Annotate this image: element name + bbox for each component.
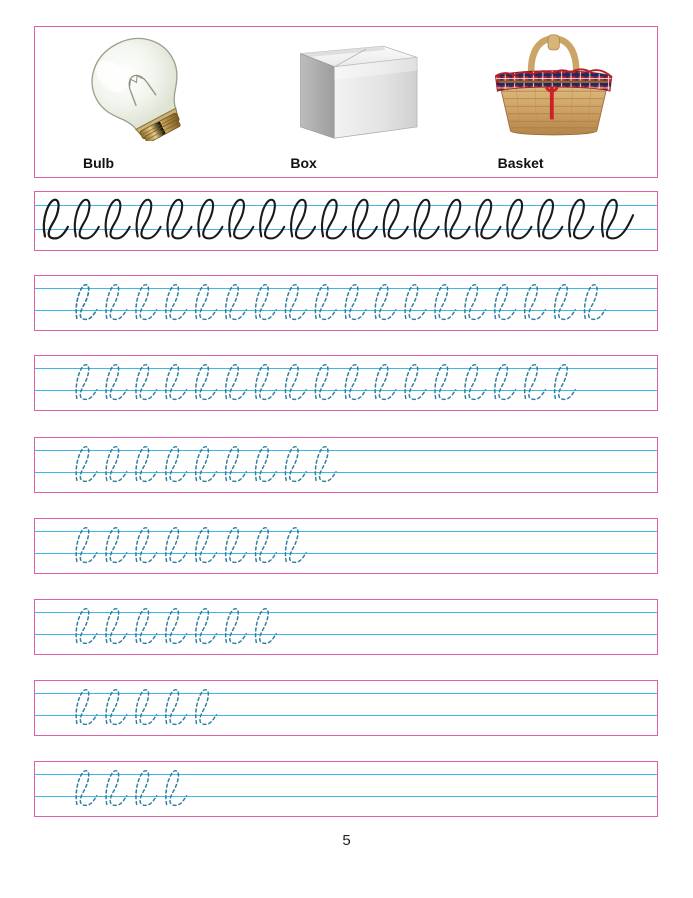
practice-row-model[interactable]	[34, 191, 658, 251]
picture-cell-box	[242, 27, 449, 177]
cardboard-box-photo	[242, 33, 449, 141]
letter-sequence-trace-2	[35, 356, 657, 410]
picture-cell-basket	[450, 27, 657, 177]
picture-label-box: Box	[290, 155, 317, 171]
picture-label-bulb: Bulb	[83, 155, 115, 171]
letter-sequence-trace-3	[35, 438, 657, 492]
page-number: 5	[342, 832, 351, 849]
letter-sequence-trace-7	[35, 762, 657, 816]
practice-row-trace-2[interactable]	[34, 355, 658, 411]
letter-sequence-trace-5	[35, 600, 657, 654]
practice-row-trace-4[interactable]	[34, 518, 658, 574]
letter-sequence-model	[35, 192, 657, 250]
practice-row-trace-6[interactable]	[34, 680, 658, 736]
light-bulb-photo	[35, 33, 242, 141]
letter-sequence-trace-1	[35, 276, 657, 330]
practice-row-trace-1[interactable]	[34, 275, 658, 331]
picture-label-basket: Basket	[497, 155, 544, 171]
picture-strip	[34, 26, 658, 178]
wicker-basket-photo	[450, 33, 657, 141]
practice-row-trace-3[interactable]	[34, 437, 658, 493]
letter-sequence-trace-6	[35, 681, 657, 735]
practice-row-trace-5[interactable]	[34, 599, 658, 655]
practice-row-trace-7[interactable]	[34, 761, 658, 817]
letter-sequence-trace-4	[35, 519, 657, 573]
picture-cell-bulb	[35, 27, 242, 177]
